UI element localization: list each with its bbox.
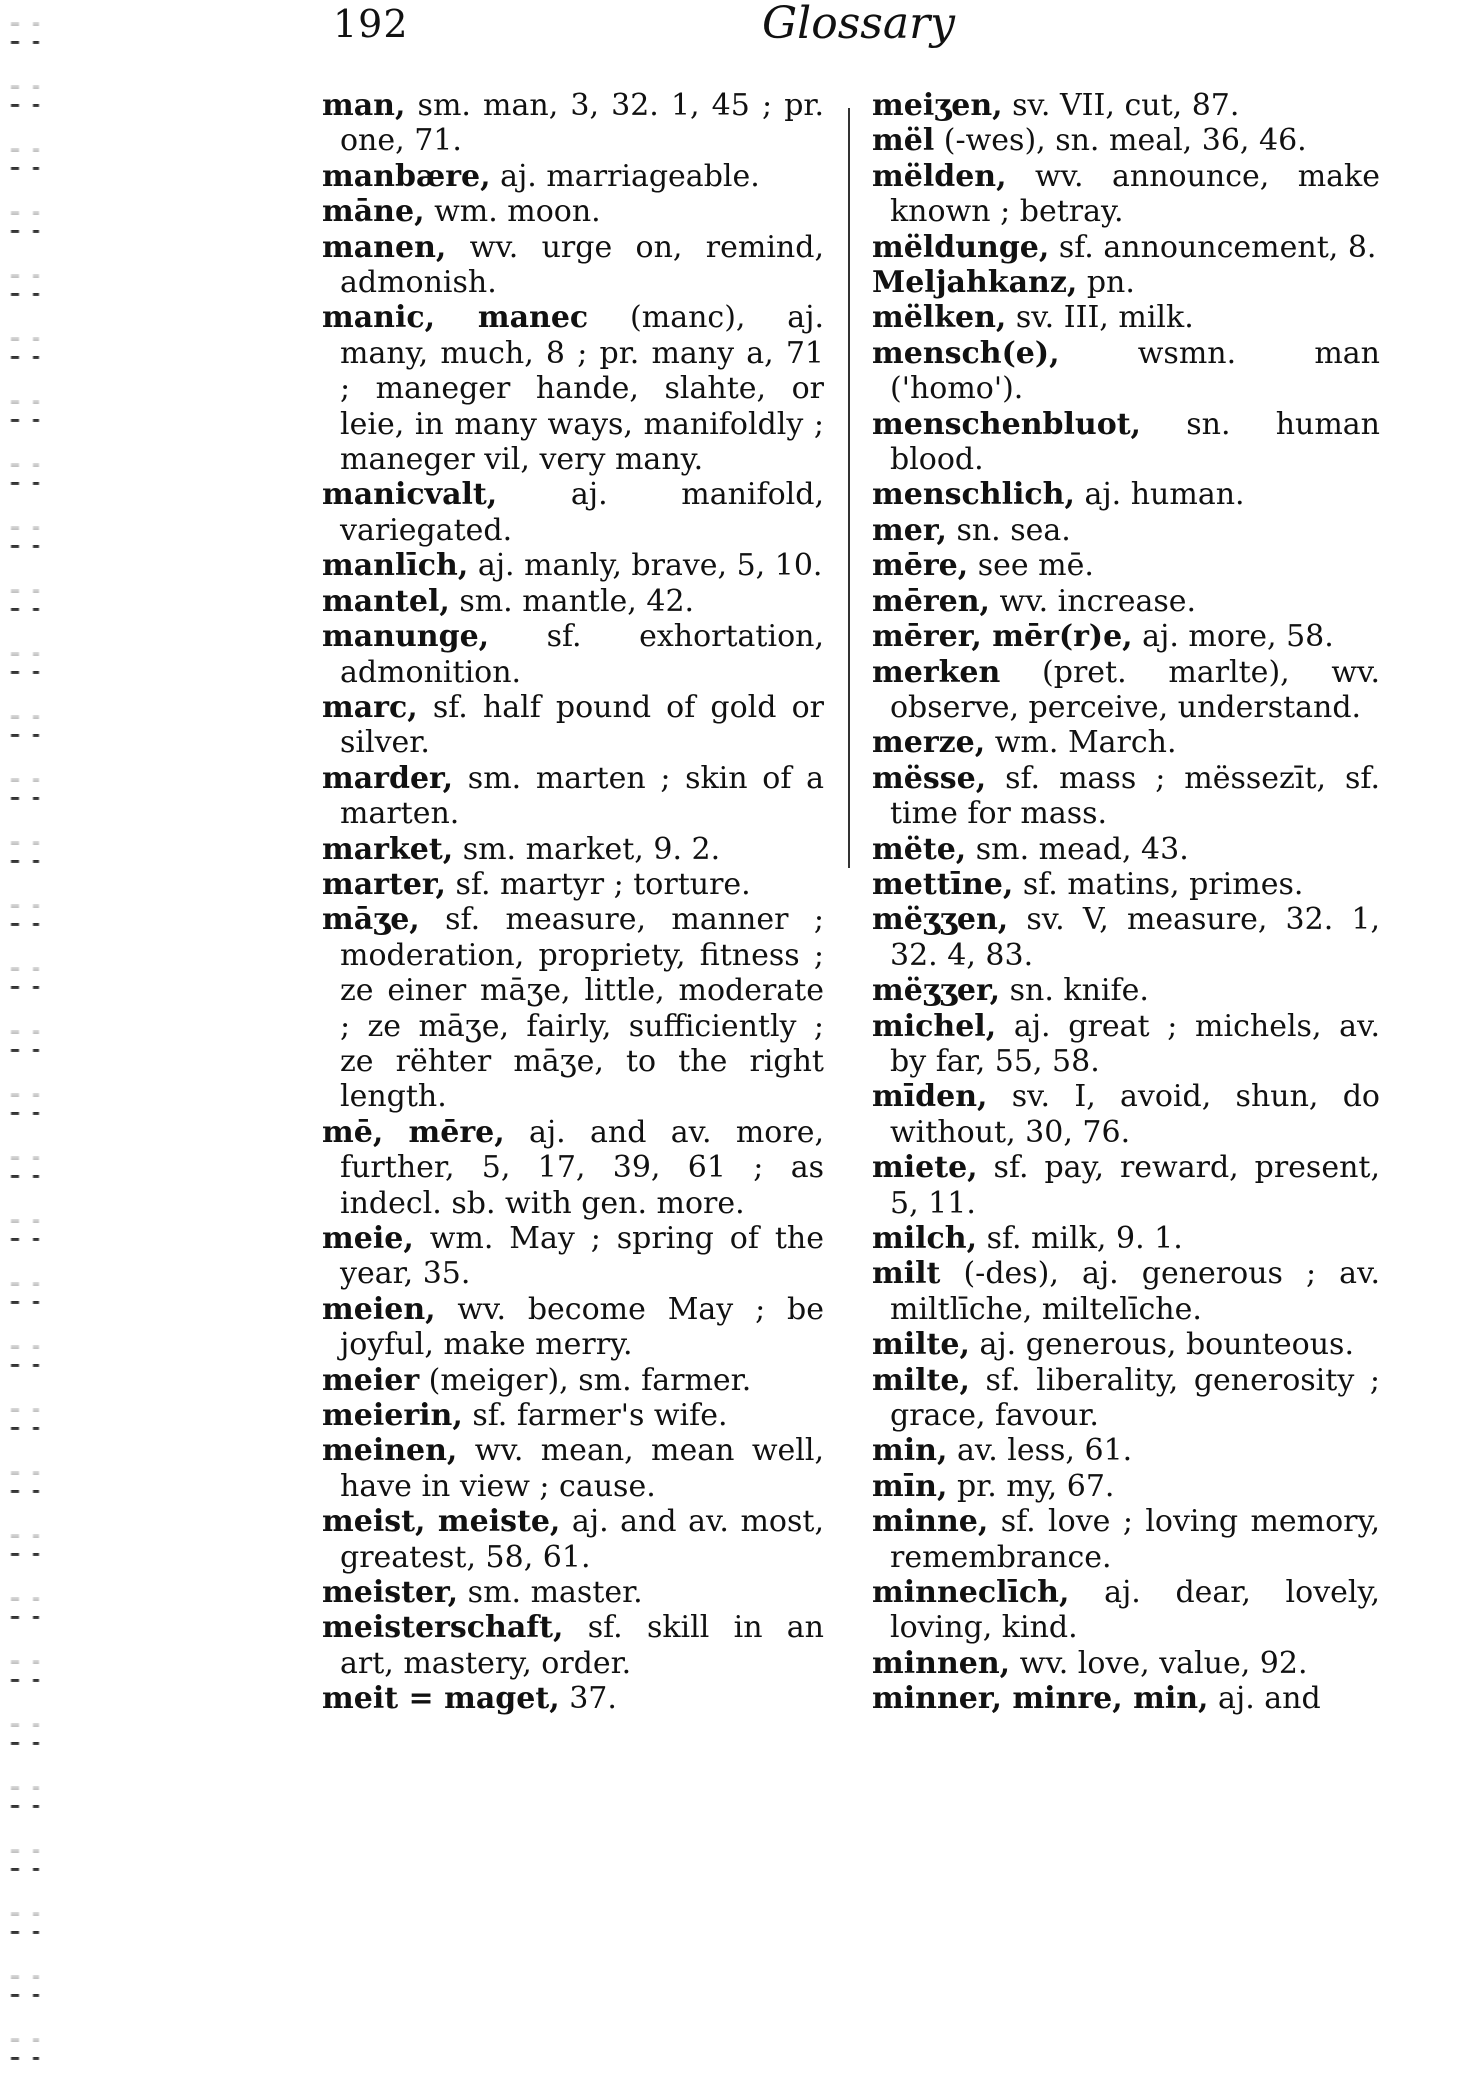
entry-headword: man, [322,88,406,123]
glossary-entry [322,548,824,583]
entry-definition: sf. skill in an art, mastery, order. [340,1610,824,1681]
entry-definition: sn. human blood. [890,406,1380,478]
entry-headword: manlīch, [322,548,469,584]
entry-headword: manunge, [322,619,490,655]
entry-definition: sm. market, 9. 2. [453,831,721,867]
entry-definition: sf. love ; loving memory, remembrance. [890,1504,1380,1575]
glossary-entry [322,619,824,690]
entry-definition: sm. marten ; skin of a marten. [340,760,824,832]
entry-headword: meinen, [322,1433,458,1469]
scan-gutter-artifact [0,0,58,2084]
glossary-entry [322,1681,824,1716]
glossary-entry [872,1221,1380,1256]
entry-headword: marter, [322,866,446,902]
glossary-entry [872,1469,1380,1504]
entry-definition: (manc), aj. many, much, 8 ; pr. many a, 71 ; maneger hande, slahte, or leie, in many ways, manifoldly ; maneger vil, very many. [340,300,824,478]
entry-headword: Meljahkanz, [872,265,1078,301]
glossary-entry [872,300,1380,335]
column-divider [848,108,850,868]
entry-definition: wv. increase. [989,583,1197,619]
entry-definition: (pret. marlte), wv. observe, perceive, understand. [890,654,1380,725]
entry-headword: mël [872,123,935,159]
glossary-entry [872,867,1380,902]
entry-headword: mērer, mēr(r)e, [872,619,1133,655]
glossary-entry [872,1363,1380,1434]
entry-headword: minner, minre, min, [872,1681,1209,1717]
entry-definition: wv. become May ; be joyful, make merry. [340,1291,824,1363]
glossary-entry [322,761,824,832]
glossary-entry [872,336,1380,407]
entry-headword: meit = maget, [322,1681,560,1717]
glossary-entry [872,725,1380,760]
entry-headword: mīn, [872,1468,948,1504]
entry-headword: menschlich, [872,477,1075,513]
glossary-entry [322,1504,824,1575]
entry-headword: meister, [322,1575,459,1611]
entry-definition: aj. and av. more, further, 5, 17, 39, 61 ; as indecl. sb. with gen. more. [340,1114,825,1221]
glossary-entry [322,1575,824,1610]
entry-headword: māʒe, [322,902,420,938]
glossary-entry [322,1292,824,1363]
page-title: Glossary [762,0,955,49]
glossary-entry [322,832,824,867]
glossary-entry [322,1398,824,1433]
glossary-entry [872,88,1380,123]
glossary-entry [322,88,824,159]
glossary-entry [322,690,824,761]
entry-headword: mer, [872,512,947,548]
entry-definition: sv. I, avoid, shun, do without, 30, 76. [890,1079,1380,1150]
entry-headword: manic, manec [322,300,589,336]
entry-definition: pn. [1077,265,1135,301]
entry-definition: wm. March. [985,725,1177,761]
glossary-entry [322,194,824,229]
entry-definition: sm. mantle, 42. [449,583,695,619]
glossary-entry [872,655,1380,726]
glossary-entry [322,230,824,301]
entry-headword: mëldunge, [872,229,1050,265]
entry-definition: sn. knife. [1000,973,1149,1009]
entry-headword: mensch(e), [872,335,1060,371]
entry-definition: aj. human. [1074,477,1245,513]
entry-headword: merken [872,654,1001,690]
entry-headword: mëlden, [872,158,1007,194]
entry-definition: sf. farmer's wife. [462,1398,728,1434]
entry-definition: aj. more, 58. [1132,619,1334,655]
entry-headword: minnen, [872,1645,1011,1681]
entry-definition: aj. generous, bounteous. [969,1327,1354,1363]
glossary-entry [872,1575,1380,1646]
entry-headword: māne, [322,194,425,230]
glossary-entry [872,513,1380,548]
glossary-entry [872,1256,1380,1327]
glossary-entry [872,265,1380,300]
entry-headword: marder, [322,760,454,796]
glossary-entry [872,159,1380,230]
glossary-entry [872,902,1380,973]
entry-headword: manbære, [322,158,491,194]
entry-definition: aj. and [1208,1681,1321,1717]
glossary-entry [872,477,1380,512]
glossary-entry [872,123,1380,158]
glossary-entry [322,1610,824,1681]
entry-headword: mīden, [872,1079,988,1115]
glossary-entry [322,300,824,477]
entry-headword: milte, [872,1327,970,1363]
entry-definition: wm. moon. [424,194,601,230]
glossary-entry [322,902,824,1114]
entry-headword: minneclīch, [872,1575,1070,1611]
glossary-entry [872,230,1380,265]
entry-definition: sm. master. [458,1575,643,1611]
entry-definition: (-wes), sn. meal, 36, 46. [934,123,1307,159]
entry-definition: sf. liberality, generosity ; grace, favour. [890,1362,1380,1434]
glossary-entry [872,1504,1380,1575]
glossary-entry [872,548,1380,583]
entry-definition: see mē. [968,548,1094,584]
entry-definition: wm. May ; spring of the year, 35. [340,1221,824,1292]
entry-headword: meierin, [322,1398,463,1434]
entry-headword: mëʒʒer, [872,973,1001,1009]
entry-definition: sf. matins, primes. [1013,866,1304,902]
entry-headword: milte, [872,1362,970,1398]
entry-definition: sf. mass ; mëssezīt, sf. time for mass. [890,760,1380,832]
glossary-entry [322,159,824,194]
glossary-entry [872,407,1380,478]
glossary-entry [872,1681,1380,1716]
glossary-entry [872,1079,1380,1150]
glossary-column-left [322,88,824,1717]
entry-headword: manicvalt, [322,477,498,513]
entry-headword: miete, [872,1150,978,1186]
glossary-entry [872,1009,1380,1080]
entry-definition: sf. announcement, 8. [1049,229,1377,265]
entry-definition: aj. and av. most, greatest, 58, 61. [340,1504,824,1575]
entry-headword: mësse, [872,760,987,796]
entry-headword: mëʒʒen, [872,902,1009,938]
entry-headword: meier [322,1362,420,1398]
glossary-entry [322,1115,824,1221]
entry-headword: milt [872,1256,941,1292]
entry-headword: meisterschaft, [322,1610,564,1646]
glossary-entry [872,761,1380,832]
glossary-entry [322,1363,824,1398]
entry-definition: sv. VII, cut, 87. [1002,88,1240,123]
glossary-entry [872,1150,1380,1221]
entry-definition: wv. mean, mean well, have in view ; cause. [340,1433,824,1504]
entry-definition: aj. marriageable. [490,158,760,194]
entry-definition: pr. my, 67. [947,1468,1115,1504]
entry-definition: sf. martyr ; torture. [446,866,751,902]
glossary-entry [872,1433,1380,1468]
entry-definition: sf. half pound of gold or silver. [340,689,824,761]
entry-headword: min, [872,1433,948,1469]
entry-headword: mēre, [872,548,969,584]
entry-definition: 37. [559,1681,617,1717]
entry-headword: mēren, [872,583,990,619]
entry-definition: sf. pay, reward, present, 5, 11. [890,1150,1380,1221]
entry-definition: sn. sea. [946,512,1071,548]
glossary-entry [322,1221,824,1292]
entry-headword: michel, [872,1008,997,1044]
glossary-entry [872,584,1380,619]
entry-headword: mantel, [322,583,450,619]
glossary-entry [322,867,824,902]
entry-definition: (-des), aj. generous ; av. miltlīche, miltelīche. [890,1256,1380,1327]
glossary-entry [872,619,1380,654]
entry-definition: aj. manly, brave, 5, 10. [468,548,823,584]
entry-definition: wsmn. man ('homo'). [890,335,1380,407]
glossary-entry [322,477,824,548]
entry-definition: wv. announce, make known ; betray. [890,158,1380,230]
entry-definition: sv. III, milk. [1006,300,1194,336]
entry-headword: menschenbluot, [872,406,1142,442]
glossary-entry [872,832,1380,867]
entry-headword: manen, [322,229,447,265]
entry-definition: sm. mead, 43. [966,831,1189,867]
glossary-entry [322,584,824,619]
entry-definition: sf. milk, 9. 1. [977,1221,1183,1256]
entry-definition: sf. exhortation, admonition. [340,619,824,690]
glossary-column-right [872,88,1380,1717]
page-number: 192 [333,2,409,46]
entry-headword: mē, mēre, [322,1114,505,1150]
entry-definition: sf. measure, manner ; moderation, propriety, fitness ; ze einer māʒe, little, moderate ; ze māʒe, fairly, sufficiently ; ze rëhter māʒe, to the right length. [340,902,824,1115]
entry-headword: merze, [872,725,986,761]
glossary-entry [322,1433,824,1504]
entry-definition: av. less, 61. [947,1433,1133,1469]
glossary-entry [872,1327,1380,1362]
entry-definition: wv. urge on, remind, admonish. [340,229,824,301]
entry-headword: mëte, [872,831,967,867]
entry-headword: meiʒen, [872,88,1003,123]
entry-headword: minne, [872,1504,989,1540]
entry-definition: wv. love, value, 92. [1010,1645,1308,1681]
entry-headword: milch, [872,1221,978,1256]
entry-headword: marc, [322,689,418,725]
entry-headword: meien, [322,1291,436,1327]
entry-headword: market, [322,831,454,867]
entry-definition: sv. V, measure, 32. 1, 32. 4, 83. [890,902,1380,973]
glossary-entry [872,1646,1380,1681]
entry-definition: sm. man, 3, 32. 1, 45 ; pr. one, 71. [340,88,824,159]
entry-headword: mettīne, [872,866,1014,902]
glossary-entry [872,973,1380,1008]
entry-definition: aj. dear, lovely, loving, kind. [890,1575,1380,1646]
entry-headword: meist, meiste, [322,1504,561,1540]
entry-headword: meie, [322,1221,414,1256]
entry-headword: mëlken, [872,300,1007,336]
entry-definition: aj. great ; michels, av. by far, 55, 58. [890,1008,1380,1079]
entry-definition: (meiger), sm. farmer. [419,1362,752,1398]
entry-definition: aj. manifold, variegated. [340,477,824,548]
